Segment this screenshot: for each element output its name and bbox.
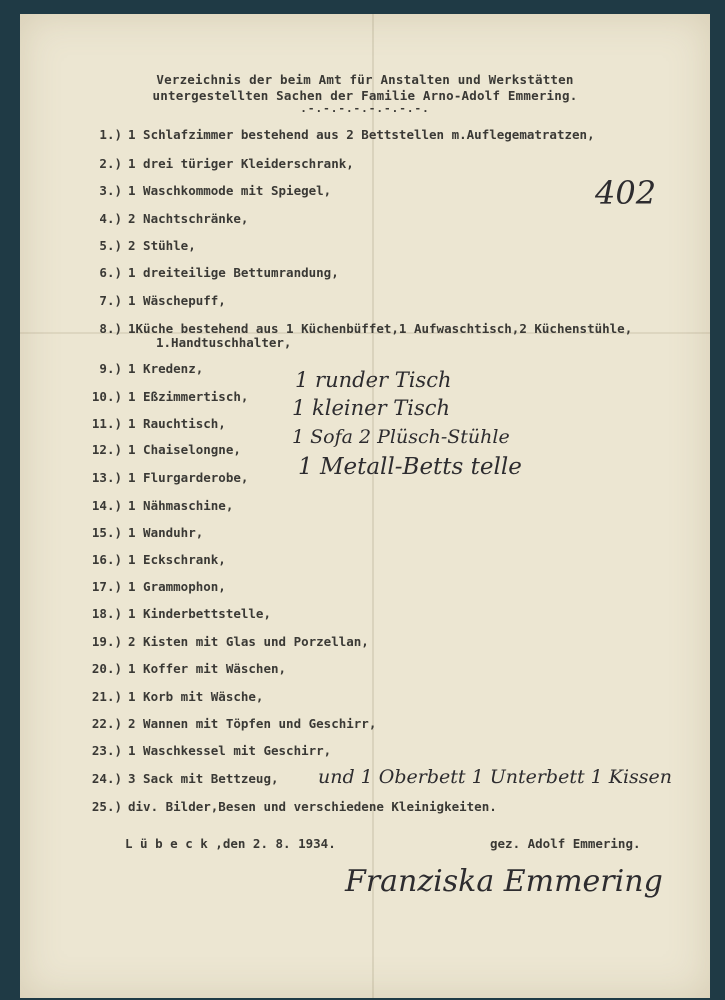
inventory-item bbox=[72, 470, 248, 485]
item-text: 1 Grammophon, bbox=[128, 579, 226, 594]
item-text: 2 Stühle, bbox=[128, 238, 196, 253]
item-text: 2 Kisten mit Glas und Porzellan, bbox=[128, 634, 369, 649]
title-line-2: untergestellten Sachen der Familie Arno-Adolf Emmering. bbox=[152, 88, 578, 103]
item-number: 25.) bbox=[91, 799, 122, 814]
inventory-item bbox=[72, 416, 226, 431]
item-text: 1 Koffer mit Wäschen, bbox=[128, 661, 287, 676]
signed-by-typed: gez. Adolf Emmering. bbox=[490, 836, 641, 851]
item-number: 18.) bbox=[91, 606, 122, 621]
inventory-item bbox=[72, 442, 241, 457]
item-text: 1 Eckschrank, bbox=[128, 552, 226, 567]
inventory-item bbox=[72, 211, 248, 226]
inventory-item bbox=[72, 389, 248, 404]
handwritten-note-small-table: 1 kleiner Tisch bbox=[292, 396, 451, 420]
item-text: 3 Sack mit Bettzeug, bbox=[128, 771, 279, 786]
handwritten-note-round-table: 1 runder Tisch bbox=[295, 368, 452, 392]
item-text: 1 Waschkessel mit Geschirr, bbox=[128, 743, 332, 758]
inventory-item bbox=[72, 127, 595, 142]
item-text: 1 Wäschepuff, bbox=[128, 293, 226, 308]
item-number: 1.) bbox=[99, 127, 122, 142]
inventory-item bbox=[72, 606, 271, 621]
inventory-item bbox=[72, 183, 331, 198]
inventory-item bbox=[72, 552, 226, 567]
item-number: 10.) bbox=[91, 389, 122, 404]
title-line-1: Verzeichnis der beim Amt für Anstalten und Werkstätten bbox=[156, 72, 574, 87]
handwritten-note-bedding: und 1 Oberbett 1 Unterbett 1 Kissen bbox=[318, 766, 673, 788]
item-number: 22.) bbox=[91, 716, 122, 731]
item-number: 15.) bbox=[91, 525, 122, 540]
item-text: 1 Chaiselongne, bbox=[128, 442, 241, 457]
item-number: 9.) bbox=[99, 361, 122, 376]
item-text: 1 Rauchtisch, bbox=[128, 416, 226, 431]
item-number: 5.) bbox=[99, 238, 122, 253]
inventory-item bbox=[72, 799, 497, 814]
item-number: 12.) bbox=[91, 442, 122, 457]
inventory-item bbox=[72, 238, 196, 253]
document-sheet bbox=[20, 14, 710, 998]
item-text: 1 Kinderbettstelle, bbox=[128, 606, 271, 621]
place-and-date: L ü b e c k ,den 2. 8. 1934. bbox=[125, 836, 336, 851]
inventory-item bbox=[72, 361, 203, 376]
title-underline: .-.-.-.-.-.-.-.-. bbox=[300, 102, 430, 115]
paper-fold-vertical bbox=[372, 14, 374, 998]
item-text: 1 Wanduhr, bbox=[128, 525, 204, 540]
inventory-item bbox=[72, 743, 331, 758]
inventory-item bbox=[72, 634, 369, 649]
item-text: 1 drei türiger Kleiderschrank, bbox=[128, 156, 354, 171]
item-number: 19.) bbox=[91, 634, 122, 649]
handwritten-note-metal-bed: 1 Metall-Betts telle bbox=[298, 454, 522, 480]
handwritten-note-sofa: 1 Sofa 2 Plüsch-Stühle bbox=[292, 426, 510, 448]
item-number: 24.) bbox=[91, 771, 122, 786]
inventory-item bbox=[72, 293, 226, 308]
item-text: 1 Kredenz, bbox=[128, 361, 204, 376]
item-number: 16.) bbox=[91, 552, 122, 567]
item-text: 1 Flurgarderobe, bbox=[128, 470, 249, 485]
item-text: 1Küche bestehend aus 1 Küchenbüffet,1 Aufwaschtisch,2 Küchenstühle, bbox=[128, 321, 633, 336]
item-text: 1 Waschkommode mit Spiegel, bbox=[128, 183, 332, 198]
item-text: div. Bilder,Besen und verschiedene Kleinigkeiten. bbox=[128, 799, 497, 814]
item-number: 23.) bbox=[91, 743, 122, 758]
inventory-item bbox=[72, 716, 376, 731]
inventory-item bbox=[72, 689, 263, 704]
item-number: 20.) bbox=[91, 661, 122, 676]
item-number: 8.) bbox=[99, 321, 122, 336]
item-text: 2 Wannen mit Töpfen und Geschirr, bbox=[128, 716, 377, 731]
inventory-item bbox=[72, 156, 354, 171]
item-text: 1 Nähmaschine, bbox=[128, 498, 234, 513]
inventory-item bbox=[72, 498, 233, 513]
item-number: 7.) bbox=[99, 293, 122, 308]
item-number: 17.) bbox=[91, 579, 122, 594]
inventory-item bbox=[72, 265, 339, 280]
inventory-item bbox=[72, 771, 279, 786]
item-number: 21.) bbox=[91, 689, 122, 704]
item-number: 13.) bbox=[91, 470, 122, 485]
item-number: 11.) bbox=[91, 416, 122, 431]
handwritten-page-number: 402 bbox=[595, 174, 657, 212]
inventory-item bbox=[72, 321, 632, 336]
item-number: 2.) bbox=[99, 156, 122, 171]
item-text: 1 dreiteilige Bettumrandung, bbox=[128, 265, 339, 280]
item-number: 3.) bbox=[99, 183, 122, 198]
inventory-item bbox=[72, 525, 203, 540]
item-text: 1 Schlafzimmer bestehend aus 2 Bettstellen m.Auflegematratzen, bbox=[128, 127, 595, 142]
handwritten-signature: Franziska Emmering bbox=[345, 864, 663, 899]
item-number: 4.) bbox=[99, 211, 122, 226]
item-number: 6.) bbox=[99, 265, 122, 280]
item-text: 1 Korb mit Wäsche, bbox=[128, 689, 264, 704]
item-text: 1 Eßzimmertisch, bbox=[128, 389, 249, 404]
item-number: 14.) bbox=[91, 498, 122, 513]
item-text: 2 Nachtschränke, bbox=[128, 211, 249, 226]
inventory-item bbox=[72, 579, 226, 594]
inventory-item bbox=[72, 661, 286, 676]
item-continuation: 1.Handtuschhalter, bbox=[156, 335, 292, 350]
